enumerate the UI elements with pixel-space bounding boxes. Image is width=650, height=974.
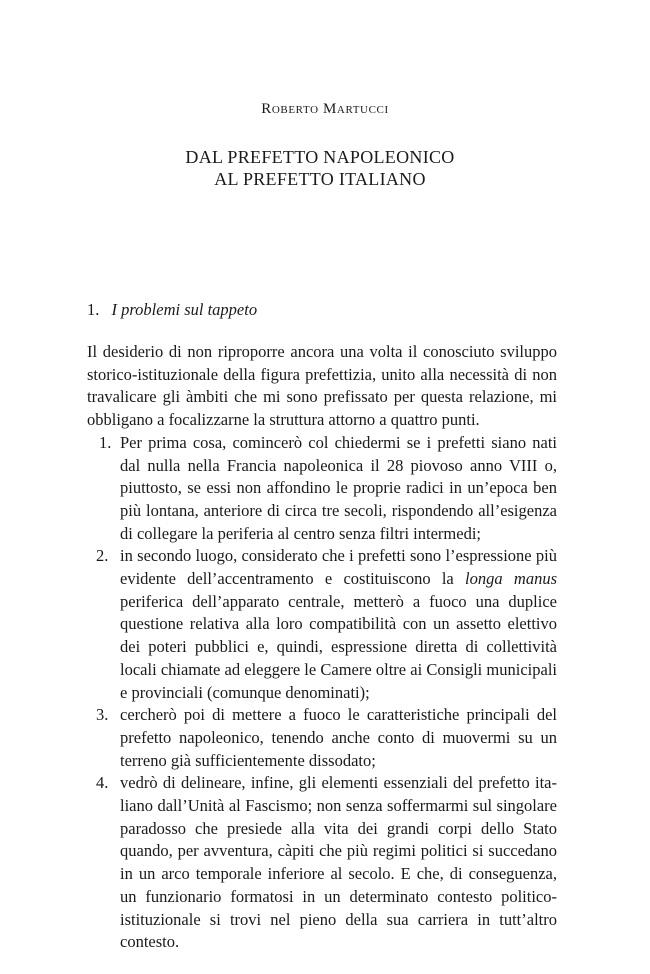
chapter-title-line-1: DAL PREFETTO NAPOLEONICO — [185, 147, 455, 167]
list-item-marker: 4. — [96, 773, 109, 793]
list-item-text: Per prima cosa, comincerò col chiedermi se i prefetti siano nati dal nulla nella Francia napoleonica il 28 piovoso anno VIII o, piuttosto, se essi non affondino le proprie radici in un’epoca ben più lontana, anteriore di circa tre secoli, rispondendo all’esigenza di collegare la periferia al centro senza filtri intermedi; — [120, 432, 557, 543]
list-item-text: cercherò poi di mettere a fuoco le caratteristiche principali del prefetto napoleonico, tenendo anche conto di muovermi su un terreno già sufficientemente dissodato; — [120, 705, 557, 770]
points-list — [87, 432, 557, 954]
list-item-marker: 3. — [96, 705, 109, 725]
body-text — [87, 341, 557, 954]
intro-paragraph: Il desiderio di non riproporre ancora una volta il conosciuto sviluppo storico-istituzionale della figura prefettizia, unito alla necessità di non travalicare gli àmbiti che mi sono prefissato per questa relazione, mi obbligano a focalizzarne la struttura attorno a quattro punti. — [87, 342, 557, 430]
section-title: I problemi sul tappeto — [111, 300, 258, 319]
list-item — [87, 772, 557, 954]
list-item-emphasis: longa manus — [465, 569, 558, 589]
list-item-text-after: periferica dell’apparato centrale, metterò a fuoco una duplice questione relativa alla loro compatibilità con un assetto elettivo dei poteri pubblici e, quindi, espressione diretta di collettività locali chiamate ad eleggere le Camere oltre ai Consigli municipali e provinciali (comunque denominati); — [120, 591, 557, 702]
list-item-marker: 2. — [96, 546, 109, 566]
list-item — [87, 432, 557, 546]
author-name: Roberto Martucci — [261, 101, 389, 117]
section-number: 1. — [87, 300, 100, 319]
list-item — [87, 545, 557, 704]
chapter-title-line-2: AL PREFETTO ITALIANO — [214, 169, 426, 189]
list-item-marker: 1. — [99, 432, 112, 452]
section-heading — [87, 300, 257, 320]
list-item-text: vedrò di delineare, infine, gli elementi essenziali del prefetto italiano dall’Unità al Fascismo; non senza soffermarmi sul singolare paradosso che presiede alla vita dei grandi corpi dello Stato quando, per avventura, càpiti che più regimi politici si succedano in un arco temporale inferiore al secolo. E che, di conseguenza, un funzionario formatosi in un determinato contesto politico-istituzionale si trovi nel pieno della sua carriera in tutt’altro contesto. — [120, 773, 557, 952]
list-item-text-before: in secondo luogo, considerato che i prefetti sono l’espressione più evidente dell’accentramento e costituiscono la — [120, 546, 557, 589]
list-item — [87, 704, 557, 772]
chapter-title — [0, 146, 640, 190]
